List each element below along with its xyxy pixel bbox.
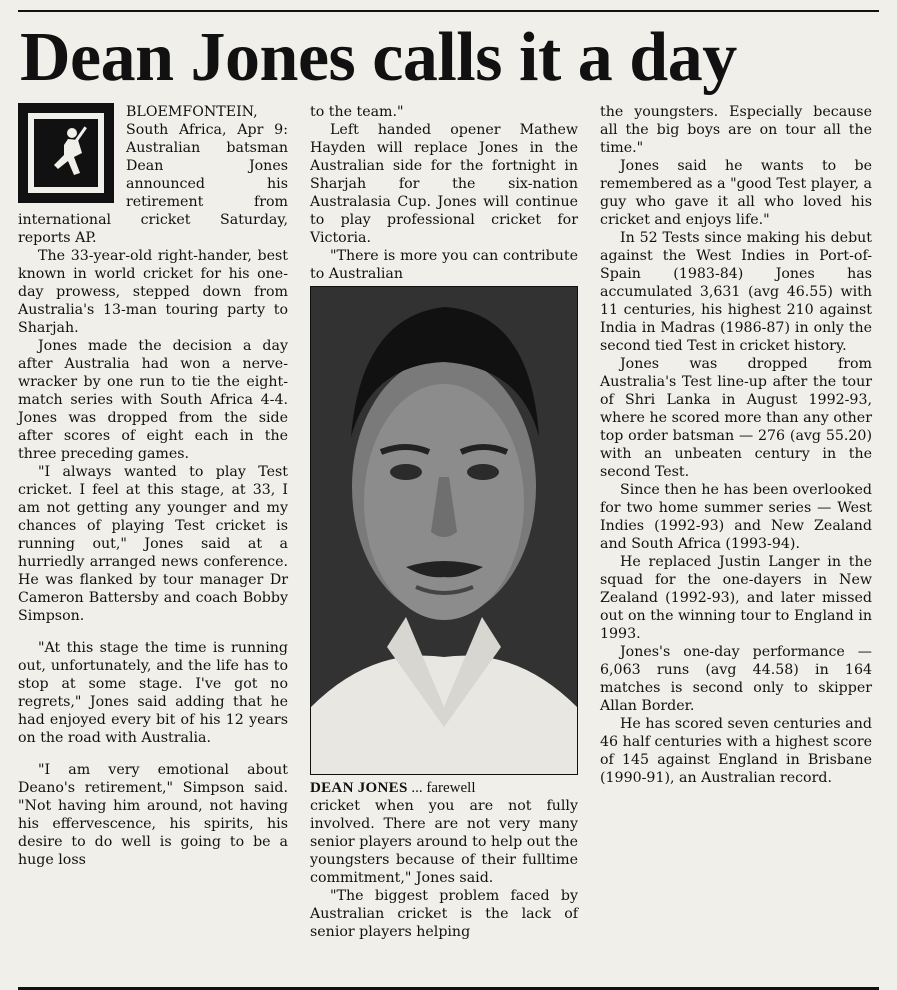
column-1: [18, 103, 288, 869]
paragraph: cricket when you are not fully involved. There are not very many senior players around to help out the youngsters because of their fulltime commitment," Jones said.: [310, 798, 578, 886]
column-2: [310, 103, 578, 941]
column-3: [600, 103, 872, 787]
paragraph: "At this stage the time is running out, unfortunately, and the life has to stop at some stage. I've got no regrets," Jones said adding that he had enjoyed every bit of his 12 years on the road with Australia.: [18, 640, 288, 746]
paragraph: Jones said he wants to be remembered as a "good Test player, a guy who gave it all who loved his cricket and enjoys life.": [600, 158, 872, 228]
top-rule: [18, 2, 879, 12]
paragraph: "I always wanted to play Test cricket. I feel at this stage, at 33, I am not getting any younger and my chances of playing Test cricket is running out," Jones said at a hurriedly arranged news conference. He was flanked by tour manager Dr Cameron Battersby and coach Bobby Simpson.: [18, 464, 288, 624]
paragraph: He replaced Justin Langer in the squad for the one-dayers in New Zealand (1992-93), and later missed out on the winning tour to England in 1993.: [600, 554, 872, 642]
headline: Dean Jones calls it a day: [20, 19, 737, 96]
paragraph: Jones's one-day performance — 6,063 runs (avg 44.58) in 164 matches is second only to skipper Allan Border.: [600, 644, 872, 714]
cricket-batsman-icon: [18, 103, 114, 203]
paragraph: In 52 Tests since making his debut against the West Indies in Port-of-Spain (1983-84) Jones has accumulated 3,631 (avg 46.55) with 11 centuries, his highest 210 against India in Madras (1986-87) in only the second tied Test in cricket history.: [600, 230, 872, 354]
caption-text: ... farewell: [407, 780, 476, 796]
dateline-paragraph: BLOEMFONTEIN, South Africa, Apr 9: Australian batsman Dean Jones announced his retirement from international cricket Saturday, reports AP.: [18, 104, 288, 246]
paragraph: "There is more you can contribute to Australian: [310, 248, 578, 282]
paragraph: The 33-year-old right-hander, best known in world cricket for his one-day prowess, stepped down from Australia's 13-man touring party to Sharjah.: [18, 248, 288, 336]
paragraph: Jones was dropped from Australia's Test line-up after the tour of Shri Lanka in August 1992-93, where he scored more than any other top order batsman — 276 (avg 55.20) with an unbeaten century in the second Test.: [600, 356, 872, 480]
caption-name: DEAN JONES: [310, 780, 408, 796]
portrait-photo: [310, 286, 578, 775]
photo-caption: [310, 779, 578, 797]
paragraph: the youngsters. Especially because all the big boys are on tour all the time.": [600, 104, 872, 156]
paragraph: Left handed opener Mathew Hayden will replace Jones in the Australian side for the fortnight in Sharjah for the six-nation Australasia Cup. Jones will continue to play professional cricket for Victoria.: [310, 122, 578, 246]
paragraph: "I am very emotional about Deano's retirement," Simpson said. "Not having him around, not having his effervescence, his spirits, his desire to do well is going to be a huge loss: [18, 762, 288, 868]
paragraph: to the team.": [310, 104, 404, 120]
paragraph: Since then he has been overlooked for two home summer series — West Indies (1992-93) and New Zealand and South Africa (1993-94).: [600, 482, 872, 552]
paragraph: Jones made the decision a day after Australia had won a nerve-wracker by one run to tie the eight-match series with South Africa 4-4. Jones was dropped from the side after scores of eight each in the three preceding games.: [18, 338, 288, 462]
paragraph: "The biggest problem faced by Australian cricket is the lack of senior players helping: [310, 888, 578, 940]
paragraph: He has scored seven centuries and 46 half centuries with a highest score of 145 against England in Brisbane (1990-91), an Australian record.: [600, 716, 873, 786]
